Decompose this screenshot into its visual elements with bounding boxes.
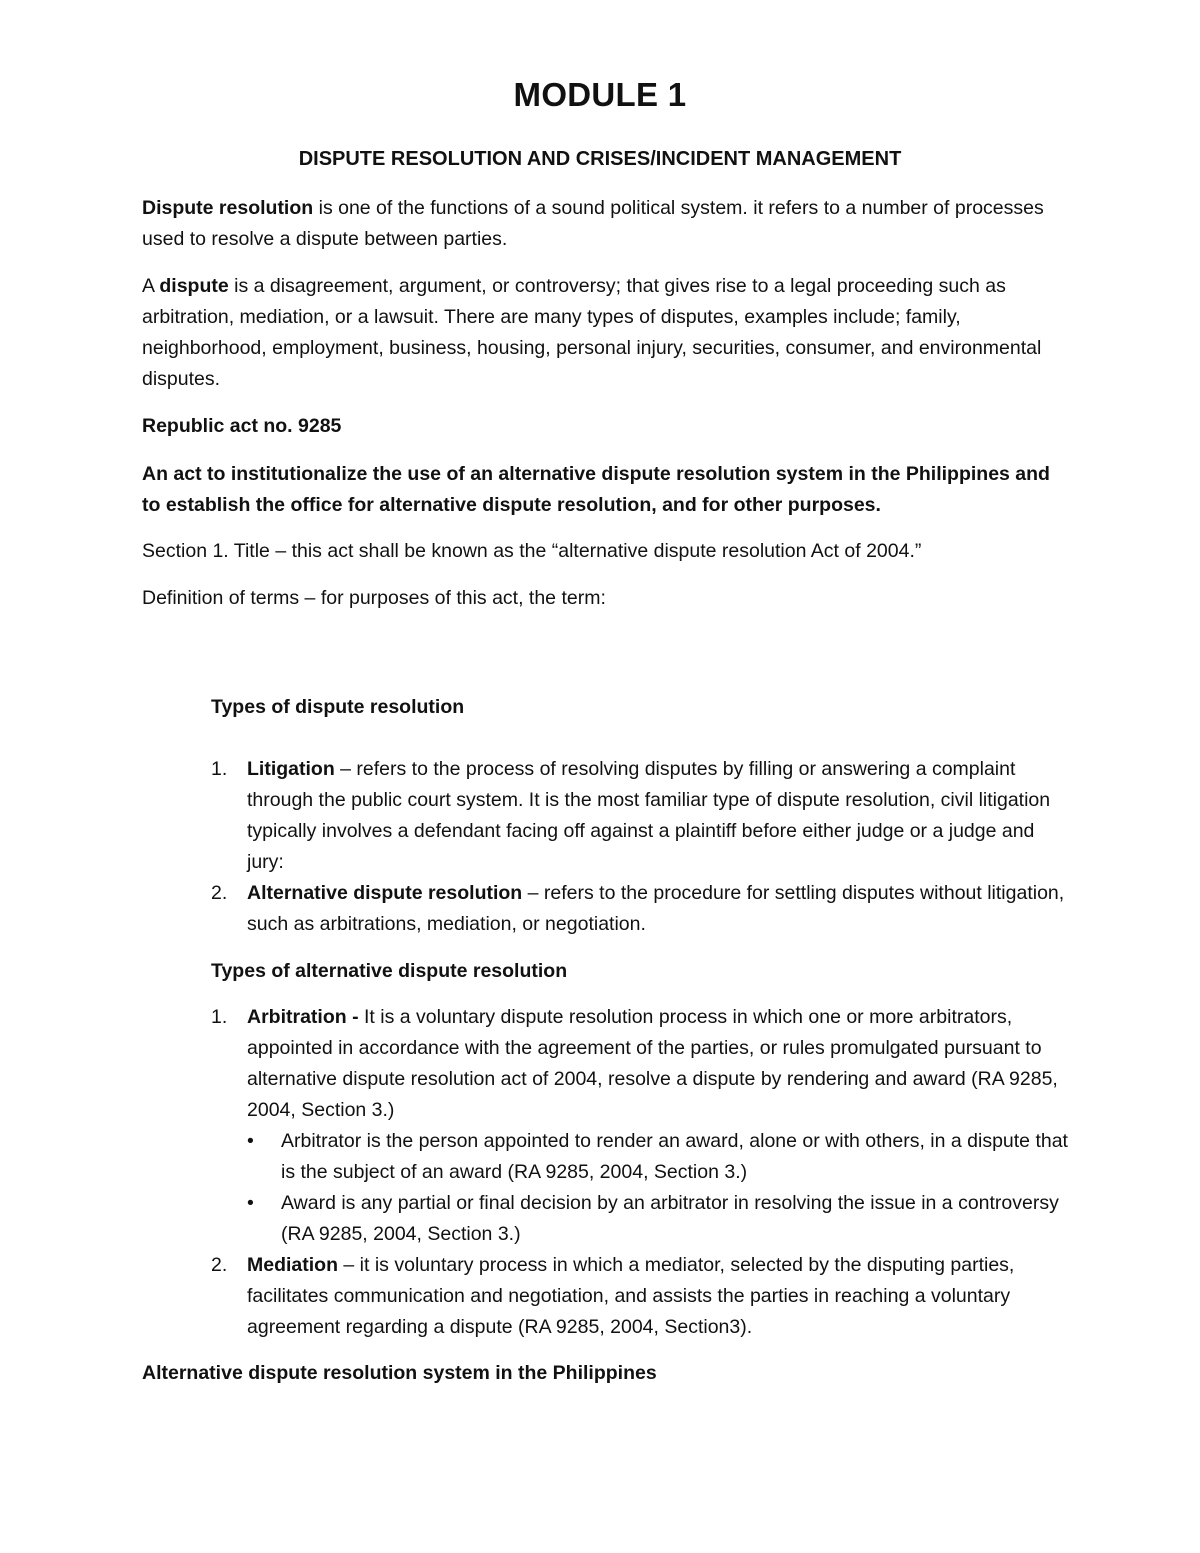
term-arbitration: Arbitration - xyxy=(247,1006,359,1028)
list-number: 2. xyxy=(211,1254,228,1276)
mediation-text: – it is voluntary process in which a mediator, selected by the disputing parties, facilitates communication and negotiation, and assists the parties in reaching a voluntary agreement regarding a dispute (RA 9285, 2004, Section3). xyxy=(247,1254,1015,1338)
alternative-dispute-resolution-text: – refers to the procedure for settling disputes without litigation, such as arbitrations, mediation, or negotiation. xyxy=(247,882,1065,935)
list-number: 1. xyxy=(211,1006,228,1028)
arbitration-bullet-list xyxy=(211,1126,1071,1250)
types-of-adr-heading: Types of alternative dispute resolution xyxy=(211,960,568,982)
arbitrator-definition: Arbitrator is the person appointed to render an award, alone or with others, in a dispute that is the subject of an award (RA 9285, 2004, Section 3.) xyxy=(281,1130,1068,1183)
list-number: 2. xyxy=(211,882,228,904)
intro-paragraph-1-text: is one of the functions of a sound political system. it refers to a number of processes used to resolve a dispute between parties. xyxy=(142,197,1044,250)
intro-paragraph-2-prefix: A xyxy=(142,275,160,297)
bullet-icon: • xyxy=(247,1130,254,1152)
arbitration-text: It is a voluntary dispute resolution process in which one or more arbitrators, appointed in accordance with the agreement of the parties, or rules promulgated pursuant to alternative dispute resolution act of 2004, resolve a dispute by rendering and award (RA 9285, 2004, Section 3.) xyxy=(247,1006,1058,1121)
list-number: 1. xyxy=(211,758,228,780)
term-litigation: Litigation xyxy=(247,758,335,780)
types-of-adr-list xyxy=(211,1002,1071,1343)
term-dispute: dispute xyxy=(159,275,229,297)
intro-paragraph-2-text: is a disagreement, argument, or controversy; that gives rise to a legal proceeding such as arbitration, mediation, or a lawsuit. There are many types of disputes, examples include; family, neighborhood, employment, business, housing, personal injury, securities, consumer, and environmental disputes. xyxy=(142,275,1042,390)
list-item-arbitration xyxy=(211,1002,1071,1126)
term-mediation: Mediation xyxy=(247,1254,338,1276)
list-item-alternative-dispute-resolution xyxy=(211,878,1071,940)
award-definition: Award is any partial or final decision by an arbitrator in resolving the issue in a controversy (RA 9285, 2004, Section 3.) xyxy=(281,1192,1059,1245)
list-item-mediation xyxy=(211,1250,1071,1343)
module-title: MODULE 1 xyxy=(513,76,687,113)
definition-of-terms: Definition of terms – for purposes of this act, the term: xyxy=(142,587,606,609)
list-item-litigation xyxy=(211,754,1071,878)
term-dispute-resolution: Dispute resolution xyxy=(142,197,314,219)
intro-paragraph-dispute xyxy=(142,271,1072,395)
republic-act-title: Republic act no. 9285 xyxy=(142,415,342,437)
term-alternative-dispute-resolution: Alternative dispute resolution xyxy=(247,882,523,904)
types-of-dispute-resolution-heading: Types of dispute resolution xyxy=(211,696,465,718)
bullet-item-award xyxy=(247,1188,1071,1250)
bullet-icon: • xyxy=(247,1192,254,1214)
types-of-dispute-resolution-list xyxy=(211,754,1071,940)
intro-paragraph-dispute-resolution xyxy=(142,193,1072,255)
section-1-title: Section 1. Title – this act shall be known as the “alternative dispute resolution Act of 2004.” xyxy=(142,540,922,562)
litigation-text: – refers to the process of resolving disputes by filling or answering a complaint through the public court system. It is the most familiar type of dispute resolution, civil litigation typically involves a defendant facing off against a plaintiff before either judge or a judge and jury: xyxy=(247,758,1051,873)
document-subtitle: DISPUTE RESOLUTION AND CRISES/INCIDENT MANAGEMENT xyxy=(298,148,902,170)
bullet-item-arbitrator xyxy=(247,1126,1071,1188)
adr-system-philippines-heading: Alternative dispute resolution system in the Philippines xyxy=(142,1362,657,1384)
republic-act-description: An act to institutionalize the use of an alternative dispute resolution system in the Philippines and to establish the office for alternative dispute resolution, and for other purposes. xyxy=(142,463,1050,516)
